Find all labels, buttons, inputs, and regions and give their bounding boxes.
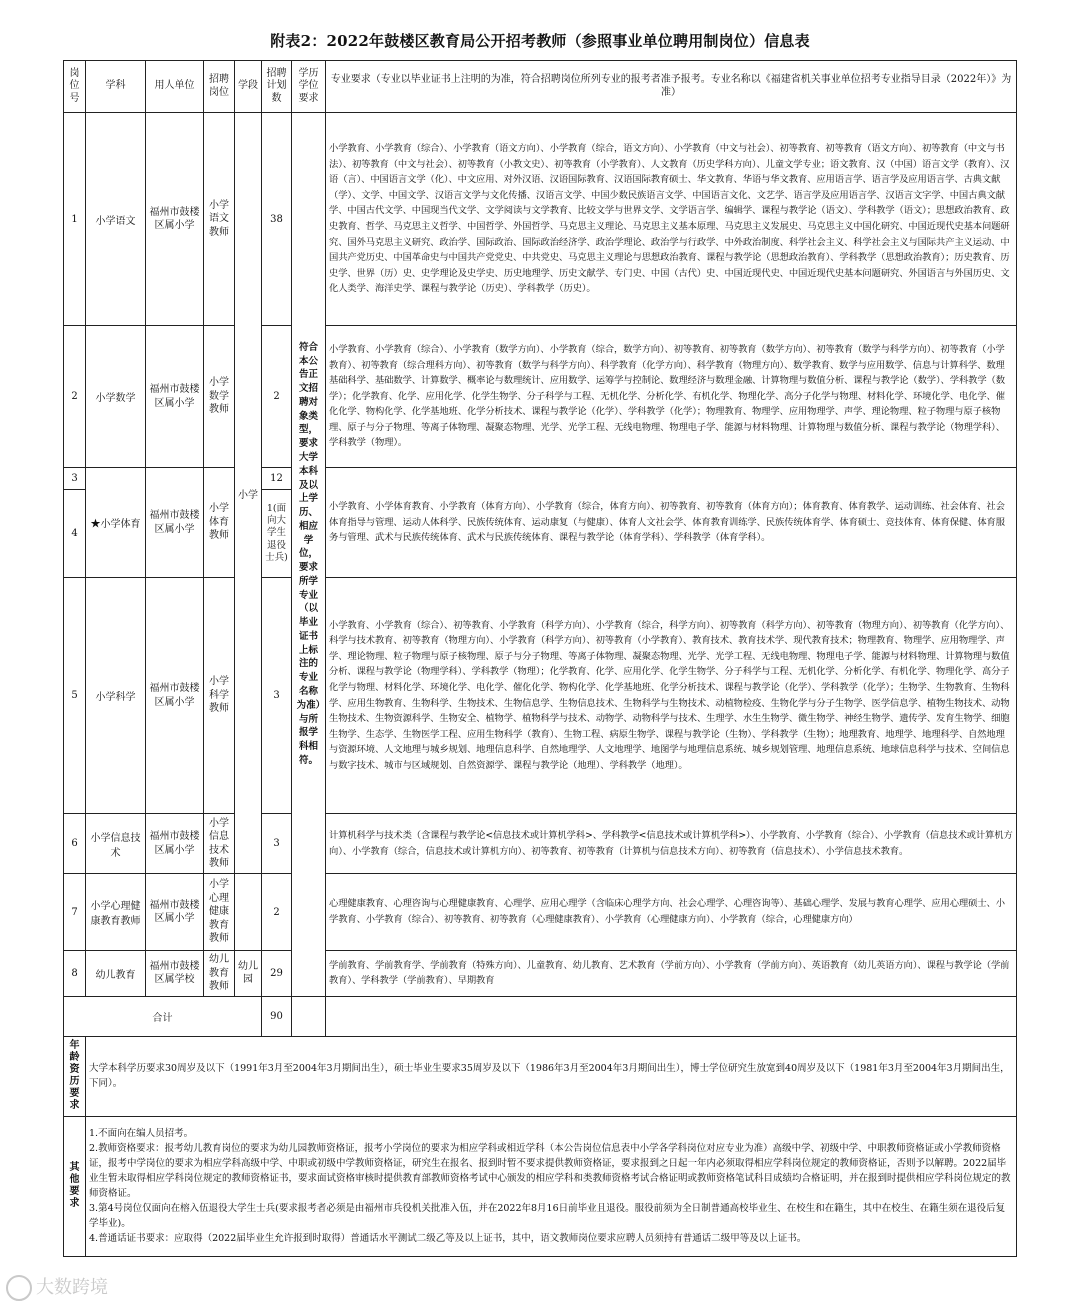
subject: 小学心理健康教育教师 bbox=[86, 874, 146, 951]
employer: 福州市鼓楼区属小学 bbox=[146, 814, 204, 874]
subject: 幼儿教育 bbox=[86, 951, 146, 997]
table-row bbox=[64, 874, 1017, 951]
post: 小学数学教师 bbox=[204, 326, 235, 468]
header-education: 学历学位要求 bbox=[292, 61, 326, 113]
employer: 福州市鼓楼区属小学 bbox=[146, 874, 204, 951]
plan: 2 bbox=[262, 326, 292, 468]
other-notes bbox=[86, 1116, 1017, 1256]
major-requirement: 心理健康教育、心理咨询与心理健康教育、心理学、应用心理学（含临床心理学方向、社会心理学、心理咨询等）、基础心理学、发展与教育心理学、应用心理硕士、小学教育、小学教育（综合）、初等教育、初等教育（心理健康教育）、小学教育（心理健康方向）、小学教育（综合，心理健康方向） bbox=[326, 874, 1017, 951]
plan: 3 bbox=[262, 814, 292, 874]
header-stage: 学段 bbox=[235, 61, 262, 113]
total-empty-edu bbox=[292, 996, 326, 1036]
table-row bbox=[64, 951, 1017, 997]
major-requirement: 小学教育、小学体育教育、小学教育（体育方向）、小学教育（综合，体育方向）、初等教育、初等教育（体育方向）；体育教育、体育教学、运动训练、社会体育、社会体育指导与管理、运动人体科学、民族传统体育、运动康复（与健康）、体育人文社会学、体育教育训练学、民族传统体育学、体育硕士、竞技体育、体育保健、体育服务与管理、武术与民族传统体育、武术与民族传统体育、课程与教学论（体育学科）、学科教学（体育学科）。 bbox=[326, 468, 1017, 578]
other-note-item: 1.不面向在编人员招考。 bbox=[89, 1128, 194, 1139]
post-no: 2 bbox=[64, 326, 86, 468]
watermark bbox=[6, 1273, 108, 1301]
post: 小学科学教师 bbox=[204, 578, 235, 814]
employer: 福州市鼓楼区属学校 bbox=[146, 951, 204, 997]
post: 小学信息技术教师 bbox=[204, 814, 235, 874]
age-label: 年龄资历要求 bbox=[64, 1036, 86, 1116]
post-no: 4 bbox=[64, 490, 86, 578]
other-note-item: 2.教师资格要求：报考幼儿教育岗位的要求为幼儿园教师资格证，报考小学岗位的要求为相应学科或相近学科（本公告岗位信息表中小学各学科岗位对应专业为准）高级中学、初级中学、中职教师资格证或小学教师资格证，报考中学岗位的要求为相应学科高级中学、中职或初级中学教师资格证，研究生在报名、报到时暂不要求提供教师资格证，要求报到之日起一年内必须取得相应学科岗位规定的教师资格证，否则予以解聘。2022届毕业生暂未取得相应学科岗位规定的教师资格证书，要求面试资格审核时提供教育部教师资格考试中心颁发的相应学科和类教师资格考试合格证明或教师资格笔试科目成绩均合格证明，并在报到时提供相应学科岗位规定的教师资格证。 bbox=[89, 1143, 1011, 1199]
plan: 29 bbox=[262, 951, 292, 997]
total-row bbox=[64, 996, 1017, 1036]
header-major: 专业要求（专业以毕业证书上注明的为准，符合招聘岗位所列专业的报考者准予报考。专业名称以《福建省机关事业单位招考专业指导目录（2022年）》为准） bbox=[326, 61, 1017, 113]
post-no: 8 bbox=[64, 951, 86, 997]
total-value: 90 bbox=[262, 996, 292, 1036]
education-requirement: 符合本公告正文招聘对象类型，要求大学本科及以上学历、相应学位，要求所学专业（以毕业证书上标注的专业名称为准）与所报学科相符。 bbox=[292, 113, 326, 997]
post-no: 7 bbox=[64, 874, 86, 951]
stage-primary: 小学 bbox=[235, 113, 262, 874]
table-row bbox=[64, 578, 1017, 814]
header-subject: 学科 bbox=[86, 61, 146, 113]
total-label: 合计 bbox=[64, 996, 262, 1036]
header-employer: 用人单位 bbox=[146, 61, 204, 113]
subject: 小学信息技术 bbox=[86, 814, 146, 874]
other-row bbox=[64, 1116, 1017, 1256]
header-post: 招聘岗位 bbox=[204, 61, 235, 113]
table-row bbox=[64, 113, 1017, 326]
plan: 1(面向大学生退役士兵) bbox=[262, 490, 292, 578]
age-row bbox=[64, 1036, 1017, 1116]
page-title: 附表2：2022年鼓楼区教育局公开招考教师（参照事业单位聘用制岗位）信息表 bbox=[270, 32, 810, 50]
major-requirement: 小学教育、小学教育（综合）、小学教育（语文方向）、小学教育（综合，语文方向）、小学教育（中文与社会）、初等教育、初等教育（语文方向）、初等教育（中文与书法）、初等教育（中文与社会）、初等教育（小教文史）、初等教育（小学教育）、人文教育（历史学科方向）、儿童文学专业；语文教育、汉（中国）语言文学（教育）、汉语（言）、中国语言文学（化）、中文应用、对外汉语、汉语国际教育、汉语国际教育硕士、华文教育、华语与华文教育、应用语言学、语言学及应用语言学、古典文献（学）、文学、中国文学、汉语言文学与文化传播、汉语言文学、中国少数民族语言文学、中国语言文化、文艺学、语言学及应用语言学、汉语言文字学、中国古典文献学、中国古代文学、中国现当代文学、文学阅读与文学教育、比较文学与世界文学、文学语言学、编辑学、课程与教学论（语文）、学科教学（语文）；思想政治教育、政史教育、哲学、马克思主义哲学、中国哲学、外国哲学、马克思主义理论、马克思主义基本原理、马克思主义发展史、马克思主义中国化研究、中国近现代史基本问题研究、国外马克思主义研究、政治学、国际政治、国际政治经济学、政治学理论、政治学与行政学、中外政治制度、科学社会主义、科学社会主义与国际共产主义运动、中国共产党历史、中国革命史与中国共产党党史、中共党史、马克思主义理论与思想政治教育、课程与教学论（思想政治教育）、学科教学（思想政治教育）；历史教育、历史学、世界（历）史、史学理论及史学史、历史地理学、历史文献学、专门史、中国（古代）史、中国近现代史、中国近现代史基本问题研究、外国语言与外国历史、文化人类学、海洋史学、课程与教学论（历史）、学科教学（历史）。 bbox=[326, 113, 1017, 326]
table-row bbox=[64, 468, 1017, 490]
major-requirement: 小学教育、小学教育（综合）、初等教育、小学教育（科学方向）、小学教育（综合，科学方向）、初等教育（科学方向）、初等教育（物理方向）、初等教育（化学方向）、科学与技术教育、初等教育（物理方向）、小学教育（科学方向）、初等教育（小学教育）、教育技术、教育技术学、现代教育技术；物理教育、物理学、应用物理学、声学、理论物理、粒子物理与原子核物理、原子与分子物理、等离子体物理、凝聚态物理、光学、光学工程、无线电物理、物理电子学、能源与材料物理、计算物理与数值分析、课程与教学论（物理学科）、学科教学（物理）；化学教育、化学、应用化学、化学生物学、分子科学与工程、无机化学、分析化学、有机化学、物理化学、高分子化学与物理、材料化学、环境化学、电化学、催化化学、物构化学、化学基地班、化学分析技术、课程与教学论（化学）、学科教学（化学）；生物学、生物教育、生物科学、应用生物教育、生物科学、生物技术、生物信息学、生物信息技术、生物科学与生物技术、动植物检疫、生物化学与分子生物学、医学信息学、植物生物技术、动物生物技术、生物资源科学、生物安全、植物学、植物科学与技术、动物学、动物科学与技术、生理学、水生生物学、微生物学、神经生物学、遗传学、发育生物学、细胞生物学、生态学、生物医学工程、应用生物科学（教育）、生物工程、病原生物学、课程与教学论（生物）、学科教学（生物）；地理教育、地理学、地理科学、自然地理与资源环境、人文地理与城乡规划、地理信息科学、自然地理学、人文地理学、地图学与地理信息系统、城乡规划管理、地理信息系统、地球信息科学与技术、空间信息与数字技术、城市与区域规划、自然资源学、课程与教学论（地理）、学科教学（地理）。 bbox=[326, 578, 1017, 814]
plan: 2 bbox=[262, 874, 292, 951]
other-note-item: 4.普通话证书要求：应取得（2022届毕业生允许报到时取得）普通话水平测试二级乙等及以上证书，其中，语文教师岗位要求应聘人员须持有普通话二级甲等及以上证书。 bbox=[89, 1233, 807, 1244]
plan: 3 bbox=[262, 578, 292, 814]
watermark-logo-icon bbox=[6, 1275, 32, 1301]
post-no: 1 bbox=[64, 113, 86, 326]
subject: 小学科学 bbox=[86, 578, 146, 814]
header-post-no: 岗位号 bbox=[64, 61, 86, 113]
employer: 福州市鼓楼区属小学 bbox=[146, 468, 204, 578]
major-requirement: 小学教育、小学教育（综合）、小学教育（数学方向）、小学教育（综合，数学方向）、初等教育、初等教育（数学方向）、初等教育（数学与科学方向）、初等教育（小学教育）、初等教育（综合理科方向）、初等教育（数学与科学方向）、科学教育（化学方向）、科学教育（物理方向）、数学教育、数学与应用数学、信息与计算科学、数理基础科学、基础数学、计算数学、概率论与数理统计、应用数学、运筹学与控制论、数理经济与数理金融、计算物理与数值分析、课程与教学论（数学）、学科教学（数学）；化学教育、化学、应用化学、化学生物学、分子科学与工程、无机化学、分析化学、有机化学、物理化学、高分子化学与物理、材料化学、环境化学、电化学、催化化学、物构化学、化学基地班、化学分析技术、课程与教学论（化学）、学科教学（化学）；物理教育、物理学、应用物理学、声学、理论物理、粒子物理与原子核物理、原子与分子物理、等离子体物理、凝聚态物理、光学、光学工程、无线电物理、物理电子学、能源与材料物理、计算物理与数值分析、课程与教学论（物理学科）、学科教学（物理）。 bbox=[326, 326, 1017, 468]
header-plan: 招聘计划数 bbox=[262, 61, 292, 113]
post-no: 6 bbox=[64, 814, 86, 874]
employer: 福州市鼓楼区属小学 bbox=[146, 113, 204, 326]
plan: 12 bbox=[262, 468, 292, 490]
total-empty-major bbox=[326, 996, 1017, 1036]
stage-empty bbox=[235, 874, 262, 951]
subject: 小学语文 bbox=[86, 113, 146, 326]
subject: ★小学体育 bbox=[86, 468, 146, 578]
other-label: 其他要求 bbox=[64, 1116, 86, 1256]
post: 幼儿教育教师 bbox=[204, 951, 235, 997]
post-no: 3 bbox=[64, 468, 86, 490]
age-text: 大学本科学历要求30周岁及以下（1991年3月至2004年3月期间出生），硕士毕业生要求35周岁及以下（1986年3月至2004年3月期间出生），博士学位研究生放宽到40周岁及以下（1981年3月至2004年3月期间出生，下同）。 bbox=[86, 1036, 1017, 1116]
post-no: 5 bbox=[64, 578, 86, 814]
table-row bbox=[64, 814, 1017, 874]
plan: 38 bbox=[262, 113, 292, 326]
table-row bbox=[64, 326, 1017, 468]
subject: 小学数学 bbox=[86, 326, 146, 468]
major-requirement: 学前教育、学前教育学、学前教育（特殊方向）、儿童教育、幼儿教育、艺术教育（学前方向）、小学教育（学前方向）、英语教育（幼儿英语方向）、课程与教学论（学前教育）、学科教学（学前教育）、早期教育 bbox=[326, 951, 1017, 997]
major-requirement: 计算机科学与技术类（含课程与教学论<信息技术或计算机学科>、学科教学<信息技术或计算机学科>）、小学教育、小学教育（综合）、小学教育（信息技术或计算机方向）、小学教育（综合，信息技术或计算机方向）、初等教育、初等教育（计算机与信息技术方向）、初等教育（信息技术）、小学信息技术教育。 bbox=[326, 814, 1017, 874]
post: 小学体育教师 bbox=[204, 468, 235, 578]
other-note-item: 3.第4号岗位仅面向在榕入伍退役大学生士兵(要求报考者必须是由福州市兵役机关批准入伍，并在2022年8月16日前毕业且退役。服役前须为全日制普通高校毕业生、在校生和在籍生，其中在校生、在籍生须在退役后复学毕业)。 bbox=[89, 1203, 1006, 1229]
employer: 福州市鼓楼区属小学 bbox=[146, 578, 204, 814]
post: 小学语文教师 bbox=[204, 113, 235, 326]
employer: 福州市鼓楼区属小学 bbox=[146, 326, 204, 468]
table-header-row bbox=[64, 61, 1017, 113]
stage-kindergarten: 幼儿园 bbox=[235, 951, 262, 997]
post: 小学心理健康教育教师 bbox=[204, 874, 235, 951]
watermark-text: 大数跨境 bbox=[36, 1277, 108, 1298]
recruitment-table bbox=[63, 60, 1017, 1257]
